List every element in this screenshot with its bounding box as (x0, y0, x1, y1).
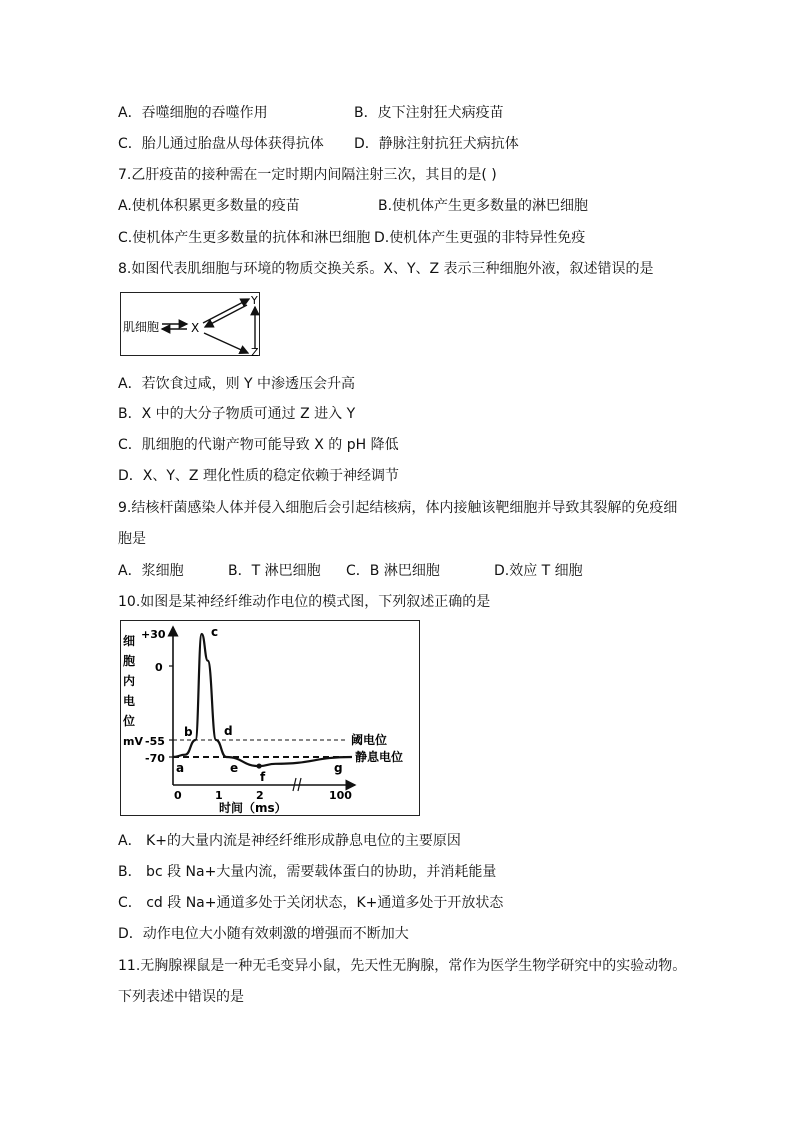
q10-stem: 10.如图是某神经纤维动作电位的模式图，下列叙述正确的是 (118, 594, 491, 610)
q8-cell-label: 肌细胞 (123, 320, 160, 334)
action-potential-svg (121, 621, 419, 815)
ylabel-char: 细 (123, 634, 136, 648)
q6-option-c: C．胎儿通过胎盘从母体获得抗体 (118, 136, 324, 152)
q8-z-label: Z (251, 346, 259, 357)
q7-stem: 7.乙肝疫苗的接种需在一定时期内间隔注射三次，其目的是( ) (118, 167, 497, 183)
q10-option-b: B． bc 段 Na+大量内流，需要载体蛋白的协助，并消耗能量 (118, 864, 497, 880)
q8-stem: 8.如图代表肌细胞与环境的物质交换关系。X、Y、Z 表示三种细胞外液，叙述错误的是 (118, 261, 654, 277)
yunit-label: mV (123, 735, 143, 748)
threshold-label: 阈电位 (351, 733, 388, 747)
xtick-label: 1 (215, 789, 223, 802)
q9-stem-line2: 胞是 (118, 531, 146, 547)
q9-option-b: B．T 淋巴细胞 (228, 563, 321, 579)
q6-option-b: B．皮下注射狂犬病疫苗 (354, 105, 504, 121)
ylabel-char: 位 (123, 714, 136, 728)
q10-option-a: A． K+的大量内流是神经纤维形成静息电位的主要原因 (118, 833, 461, 849)
q7-option-a: A.使机体积累更多数量的疫苗 (118, 198, 300, 214)
q9-option-c: C．B 淋巴细胞 (346, 563, 440, 579)
arrow-x-to-y (203, 299, 249, 323)
q8-option-d: D．X、Y、Z 理化性质的稳定依赖于神经调节 (118, 468, 399, 484)
xaxis-label: 时间（ms） (219, 801, 287, 815)
ylabel-char: 电 (123, 694, 136, 708)
arrow-x-to-z (204, 333, 248, 353)
q11-stem-line2: 下列表述中错误的是 (118, 989, 244, 1005)
q10-option-c: C． cd 段 Na+通道多处于关闭状态，K+通道多处于开放状态 (118, 895, 504, 911)
xtick-label: 0 (174, 789, 182, 802)
q8-y-label: Y (251, 294, 258, 307)
q6-option-a: A．吞噬细胞的吞噬作用 (118, 105, 268, 121)
point-label-b: b (184, 725, 193, 739)
q9-stem-line1: 9.结核杆菌感染人体并侵入细胞后会引起结核病，体内接触该靶细胞并导致其裂解的免疫细 (118, 500, 678, 516)
q6-option-d: D．静脉注射抗狂犬病抗体 (354, 136, 519, 152)
q11-stem-line1: 11.无胸腺裸鼠是一种无毛变异小鼠，先天性无胸腺，常作为医学生物学研究中的实验动物。 (118, 958, 687, 974)
q7-option-c: C.使机体产生更多数量的抗体和淋巴细胞 (118, 230, 371, 246)
point-label-e: e (230, 761, 239, 775)
q9-option-a: A．浆细胞 (118, 563, 184, 579)
q8-x-label: X (191, 321, 200, 335)
ylabel-char: 胞 (123, 654, 136, 668)
q8-exchange-diagram (120, 292, 260, 356)
xtick-label: 100 (329, 789, 352, 802)
point-label-g: g (334, 761, 343, 775)
point-label-c: c (211, 625, 219, 639)
point-label-d: d (224, 724, 233, 738)
q7-option-d: D.使机体产生更强的非特异性免疫 (374, 230, 586, 246)
q8-option-b: B．X 中的大分子物质可通过 Z 进入 Y (118, 406, 356, 422)
ytick-label: +30 (141, 628, 166, 641)
ytick-label: -55 (145, 735, 165, 748)
q8-diagram-svg (121, 293, 261, 357)
potential-curve (173, 634, 352, 766)
point-label-f: f (260, 770, 266, 784)
q8-option-a: A．若饮食过咸，则 Y 中渗透压会升高 (118, 376, 356, 392)
action-potential-chart (120, 620, 420, 816)
ylabel-char: 内 (123, 674, 136, 688)
arrow-y-to-x (205, 305, 247, 327)
ytick-label: 0 (155, 661, 163, 674)
resting-label: 静息电位 (355, 750, 404, 764)
xtick-label: 2 (256, 789, 264, 802)
point-label-a: a (176, 761, 185, 775)
q9-option-d: D.效应 T 细胞 (494, 563, 583, 579)
q8-option-c: C．肌细胞的代谢产物可能导致 X 的 pH 降低 (118, 437, 399, 453)
curve-point (257, 763, 262, 768)
q7-option-b: B.使机体产生更多数量的淋巴细胞 (378, 198, 589, 214)
q10-option-d: D．动作电位大小随有效刺激的增强而不断加大 (118, 926, 409, 942)
ytick-label: -70 (145, 752, 165, 765)
